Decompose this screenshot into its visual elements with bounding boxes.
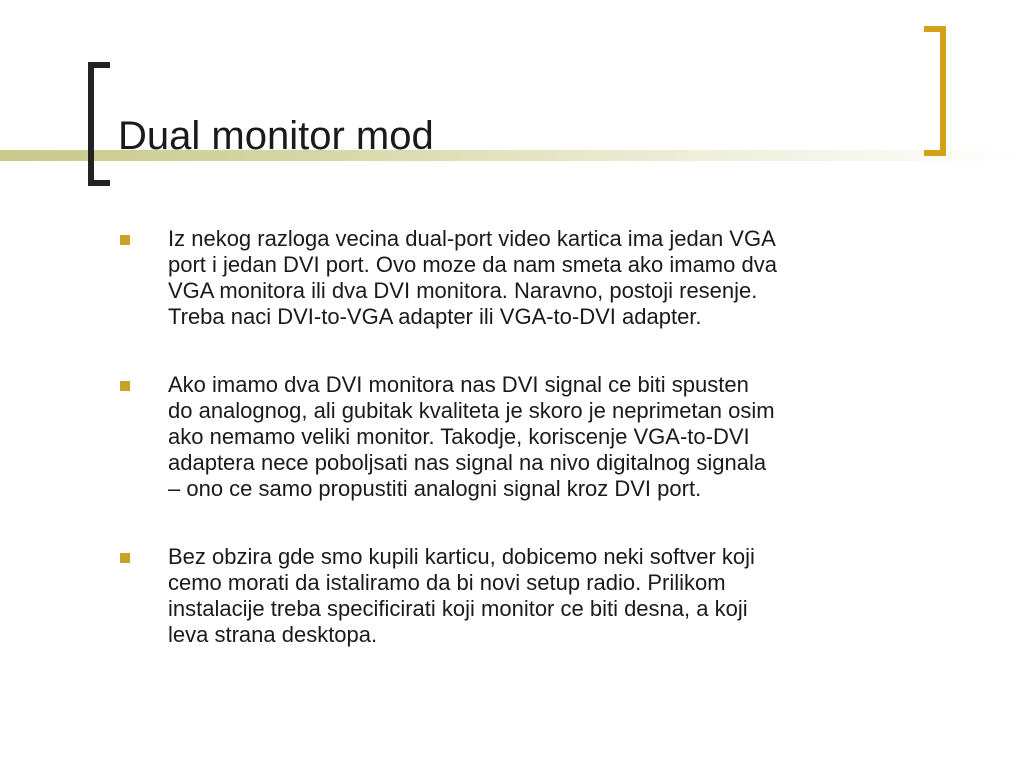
square-bullet-icon [120,553,130,563]
slide-title: Dual monitor mod [118,114,434,158]
bullet-list [118,226,968,690]
bullet-text: Iz nekog razloga vecina dual-port video kartica ima jedan VGA port i jedan DVI port. Ovo moze da nam smeta ako imamo dva VGA monitora ili dva DVI monitora. Naravno, postoji resenje. Treba naci DVI-to-VGA adapter ili VGA-to-DVI adapter. [168,226,777,329]
bullet-text: Ako imamo dva DVI monitora nas DVI signal ce biti spusten do analognog, ali gubitak kvaliteta je skoro je neprimetan osim ako nemamo veliki monitor. Takodje, koriscenje VGA-to-DVI adaptera nece poboljsati nas signal na nivo digitalnog signala – ono ce samo propustiti analogni signal kroz DVI port. [168,372,775,501]
right-bracket-decoration [924,26,946,156]
left-bracket-decoration [88,62,110,186]
bullet-item [118,372,968,502]
bullet-item [118,226,968,330]
bullet-item [118,544,968,648]
bullet-text: Bez obzira gde smo kupili karticu, dobicemo neki softver koji cemo morati da istaliramo da bi novi setup radio. Prilikom instalacije treba specificirati koji monitor ce biti desna, a koji leva strana desktopa. [168,544,755,647]
square-bullet-icon [120,381,130,391]
square-bullet-icon [120,235,130,245]
